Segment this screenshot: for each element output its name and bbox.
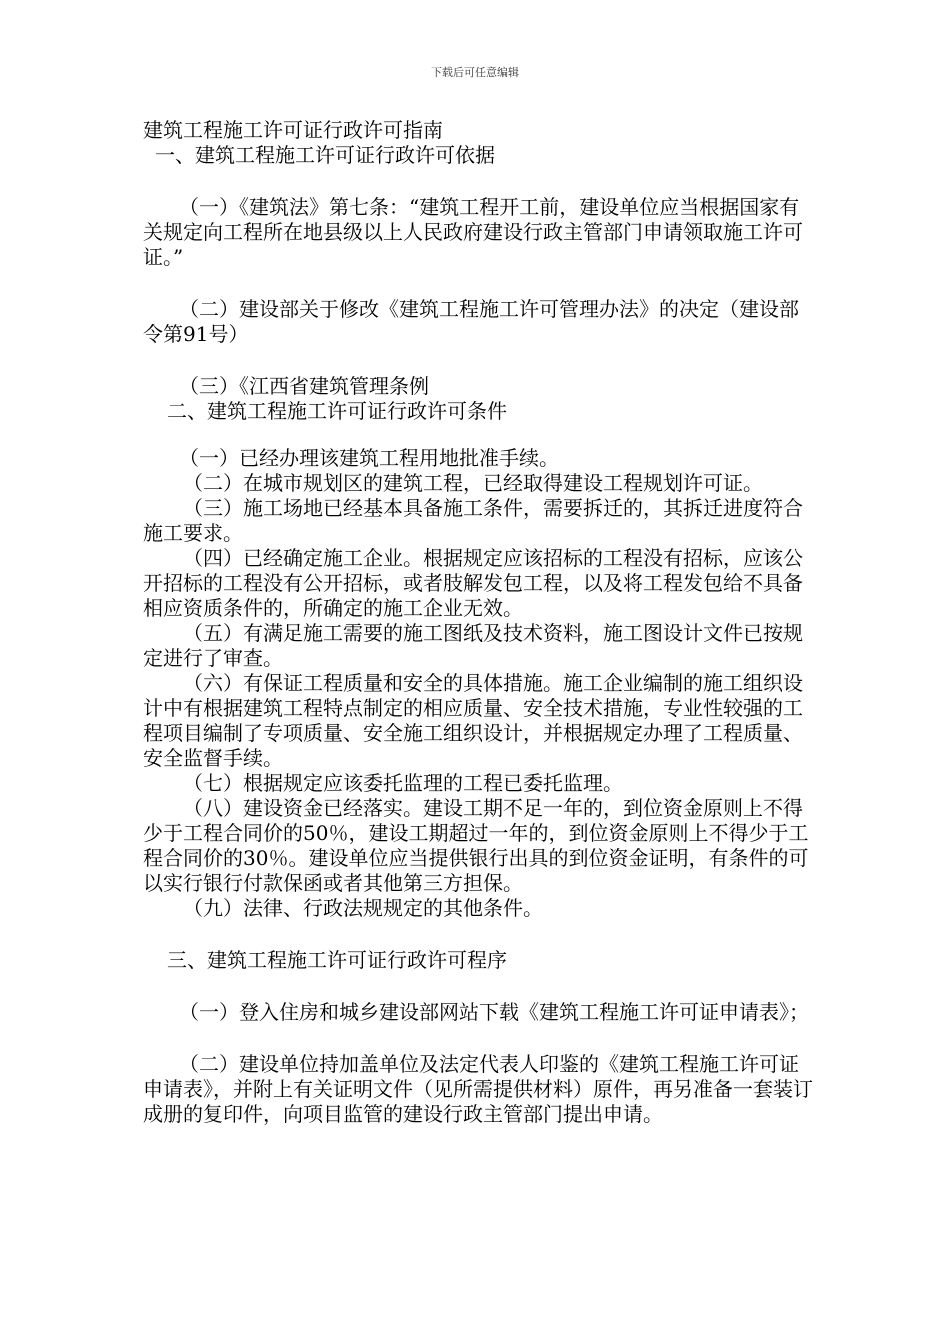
section-2-item-3: （三）施工场地已经基本具备施工条件，需要拆迁的，其拆迁进度符合施工要求。 xyxy=(143,496,803,545)
section-1-paragraph-1: （一）《建筑法》第七条：“建筑工程开工前，建设单位应当根据国家有关规定向工程所在地县级以上人民政府建设行政主管部门申请领取施工许可证。” xyxy=(143,195,803,269)
section-1-paragraph-2: （二）建设部关于修改《建筑工程施工许可管理办法》的决定（建设部令第91号） xyxy=(143,297,799,346)
section-1-heading: 一、建筑工程施工许可证行政许可依据 xyxy=(155,143,495,167)
section-2-item-9: （九）法律、行政法规规定的其他条件。 xyxy=(183,896,543,920)
section-2-item-8: （八）建设资金已经落实。建设工期不足一年的，到位资金原则上不得少于工程合同价的50％，建设工期超过一年的，到位资金原则上不得少于工程合同价的30％。建设单位应当提供银行出具的到位资金证明，有条件的可以实行银行付款保函或者其他第三方担保。 xyxy=(143,796,809,895)
section-2-item-6: （六）有保证工程质量和安全的具体措施。施工企业编制的施工组织设计中有根据建筑工程特点制定的相应质量、安全技术措施，专业性较强的工程项目编制了专项质量、安全施工组织设计，并根据规定办理了工程质量、安全监督手续。 xyxy=(143,671,803,770)
section-3-item-1: （一）登入住房和城乡建设部网站下载《建筑工程施工许可证申请表》； xyxy=(179,1000,809,1024)
section-3-item-2: （二）建设单位持加盖单位及法定代表人印鉴的《建筑工程施工许可证申请表》，并附上有关证明文件（见所需提供材料）原件，再另准备一套装订成册的复印件，向项目监管的建设行政主管部门提出申请。 xyxy=(143,1052,813,1126)
document-body xyxy=(143,118,815,1127)
section-2-item-5: （五）有满足施工需要的施工图纸及技术资料，施工图设计文件已按规定进行了审查。 xyxy=(143,621,803,670)
section-2-item-7: （七）根据规定应该委托监理的工程已委托监理。 xyxy=(183,771,623,795)
section-2-heading: 二、建筑工程施工许可证行政许可条件 xyxy=(167,399,507,423)
section-2-item-2: （二）在城市规划区的建筑工程，已经取得建设工程规划许可证。 xyxy=(183,471,763,495)
section-1-paragraph-3: （三）《江西省建筑管理条例 xyxy=(179,374,429,398)
section-2-item-4: （四）已经确定施工企业。根据规定应该招标的工程没有招标，应该公开招标的工程没有公开招标，或者肢解发包工程，以及将工程发包给不具备相应资质条件的，所确定的施工企业无效。 xyxy=(143,546,803,620)
page-header-note: 下载后可任意编辑 xyxy=(431,66,519,79)
section-3-heading: 三、建筑工程施工许可证行政许可程序 xyxy=(167,948,507,972)
document-title: 建筑工程施工许可证行政许可指南 xyxy=(143,118,443,142)
section-2-item-1: （一）已经办理该建筑工程用地批准手续。 xyxy=(179,446,559,470)
